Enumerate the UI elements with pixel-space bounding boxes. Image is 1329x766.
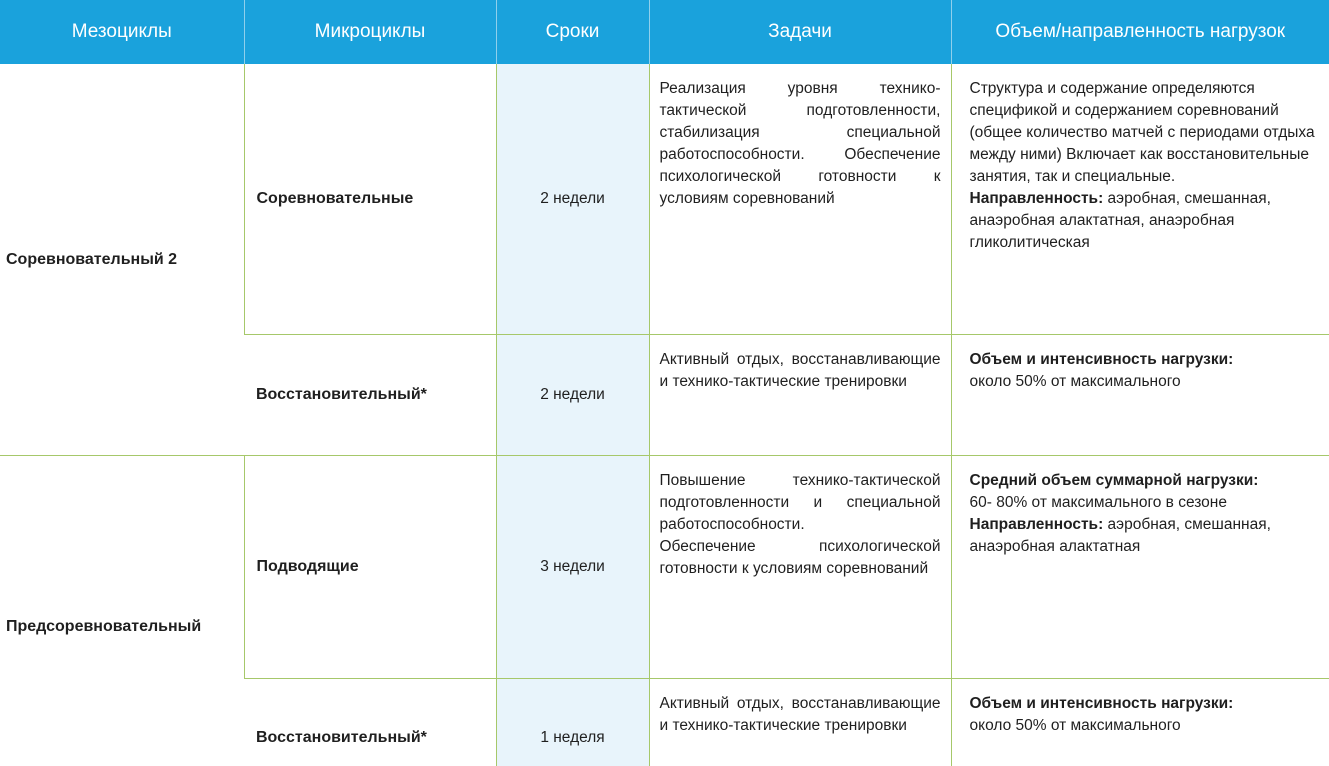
microcycle-cell: Соревновательные	[244, 64, 496, 335]
tasks-cell	[649, 456, 951, 679]
tasks-text-1: Повышение технико-тактической подготовленности и специальной работоспособности.	[659, 472, 941, 533]
volume-value: аэробная, смешанная, анаэробная алактатная	[969, 516, 1271, 555]
volume-label: Направленность:	[969, 190, 1104, 207]
microcycle-cell: Восстановительный*	[244, 679, 496, 766]
volume-label: Объем и интенсивность нагрузки:	[969, 351, 1234, 368]
table-header	[0, 0, 1329, 64]
table-row	[0, 64, 1329, 335]
tasks-cell: Активный отдых, восстанавливающие и технико-тактические тренировки	[649, 335, 951, 456]
header-load-volume: Объем/направленность нагрузок	[951, 0, 1329, 64]
volume-value: около 50% от максимального	[969, 373, 1181, 390]
term-cell: 3 недели	[496, 456, 649, 679]
mesocycle-cell: Соревновательный 2	[0, 64, 244, 456]
header-microcycles: Микроциклы	[244, 0, 496, 64]
tasks-cell: Реализация уровня технико-тактической подготовленности, стабилизация специальной работоспособности. Обеспечение психологической готовности к условиям соревнований	[649, 64, 951, 335]
term-cell: 2 недели	[496, 64, 649, 335]
tasks-cell: Активный отдых, восстанавливающие и технико-тактические тренировки	[649, 679, 951, 766]
tasks-text-2: Обеспечение психологической готовности к условиям соревнований	[659, 538, 941, 577]
header-terms: Сроки	[496, 0, 649, 64]
microcycle-cell: Восстановительный*	[244, 335, 496, 456]
table-row	[0, 456, 1329, 679]
microcycle-cell: Подводящие	[244, 456, 496, 679]
volume-cell	[951, 456, 1329, 679]
header-mesocycles: Мезоциклы	[0, 0, 244, 64]
volume-value: 60- 80% от максимального в сезоне	[969, 494, 1227, 511]
volume-cell	[951, 679, 1329, 766]
volume-cell	[951, 335, 1329, 456]
volume-label: Направленность:	[969, 516, 1104, 533]
volume-value: около 50% от максимального	[969, 717, 1181, 734]
volume-label: Объем и интенсивность нагрузки:	[969, 695, 1234, 712]
mesocycle-cell: Предсоревновательный	[0, 456, 244, 766]
volume-value: аэробная, смешанная, анаэробная алактатная, анаэробная гликолитическая	[969, 190, 1271, 251]
header-tasks: Задачи	[649, 0, 951, 64]
volume-cell	[951, 64, 1329, 335]
volume-text: Структура и содержание определяются спецификой и содержанием соревнований (общее количество матчей с периодами отдыха между ними) Включает как восстановительные занятия, так и специальные.	[969, 80, 1315, 185]
term-cell: 1 неделя	[496, 679, 649, 766]
volume-label: Средний объем суммарной нагрузки:	[969, 472, 1259, 489]
term-cell: 2 недели	[496, 335, 649, 456]
